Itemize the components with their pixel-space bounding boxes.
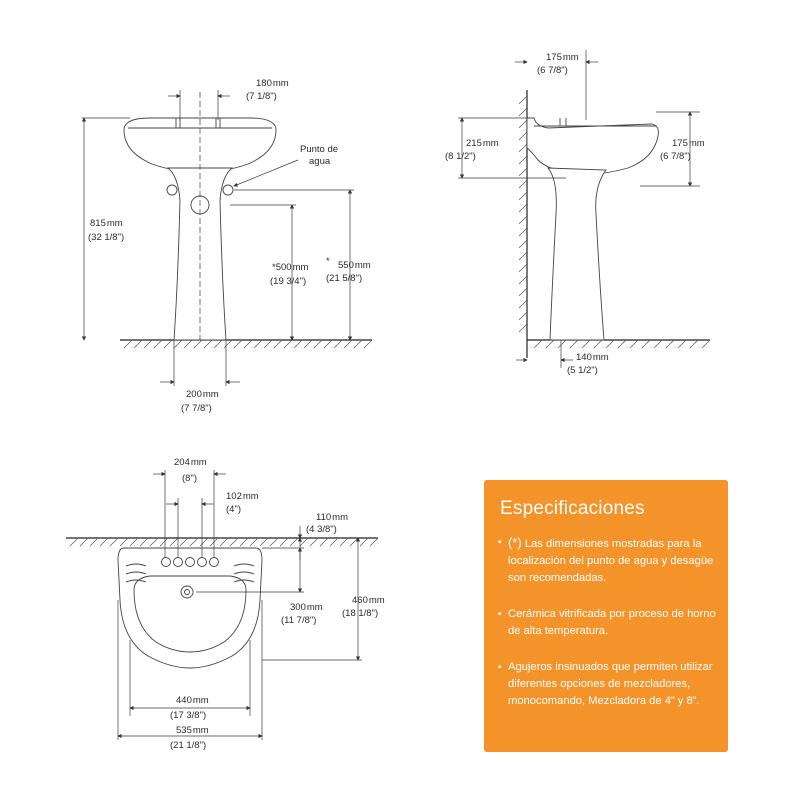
side-faucet bbox=[560, 118, 566, 126]
dim-140-inch: (5 1/2") bbox=[567, 365, 598, 376]
dim-110-inch: (4 3/8") bbox=[306, 524, 337, 535]
bullet-icon: ▪ bbox=[498, 662, 502, 673]
faucet-hole-3 bbox=[186, 558, 195, 567]
dim-440-inch: (17 3/8") bbox=[170, 710, 207, 721]
water-point-label-line2: agua bbox=[309, 156, 331, 167]
dim-550-inch: (21 5/8") bbox=[326, 273, 363, 284]
dim-535-inch: (21 1/8") bbox=[170, 740, 207, 751]
dim-180-inch: (7 1/8") bbox=[246, 91, 277, 102]
dim-460-inch: (18 1/8") bbox=[342, 608, 379, 619]
faucet-hole-2 bbox=[174, 558, 183, 567]
dim-side-175-inch: (6 7/8") bbox=[537, 65, 568, 76]
front-basin bbox=[124, 118, 276, 172]
dim-440-mm: 440mm bbox=[176, 695, 209, 706]
spec-item-holes-text: Agujeros insinuados que permiten utilizar diferentes opciones de mezcladores, monocomando, Mezcladora de 4” y 8”. bbox=[508, 661, 713, 707]
dim-215-mm: 215mm bbox=[466, 138, 499, 149]
dim-102-mm: 102mm bbox=[226, 491, 259, 502]
water-point-label-line1: Punto de bbox=[300, 144, 339, 155]
spec-item-holes bbox=[498, 659, 716, 710]
dim-side-right-inch: (6 7/8") bbox=[660, 151, 691, 162]
dim-300-mm: 300mm bbox=[290, 602, 323, 613]
dim-200-mm: 200mm bbox=[186, 389, 219, 400]
side-wall-hatch bbox=[519, 96, 527, 332]
top-view bbox=[66, 457, 385, 751]
spec-item-ceramic bbox=[498, 606, 716, 640]
faucet-hole-5 bbox=[210, 558, 219, 567]
dim-460-mm: 460mm bbox=[352, 595, 385, 606]
faucet-hole-1 bbox=[162, 558, 171, 567]
bullet-icon: ▪ bbox=[498, 609, 502, 620]
side-floor-hatch bbox=[534, 340, 710, 348]
dim-180-mm: 180mm bbox=[256, 78, 289, 89]
front-floor-hatch bbox=[124, 340, 372, 348]
side-pedestal bbox=[548, 168, 606, 340]
faucet-hole-4 bbox=[198, 558, 207, 567]
water-point-left bbox=[167, 185, 177, 195]
dim-500-mm: *500mm bbox=[272, 262, 309, 273]
spec-item-dimensions bbox=[498, 534, 716, 587]
side-view bbox=[445, 50, 710, 376]
top-wall-hatch bbox=[70, 538, 378, 546]
spec-item-dimensions-text: Las dimensiones mostradas para la localización del punto de agua y desagüe son recomendadas. bbox=[508, 538, 714, 584]
specifications-title: Especificaciones bbox=[500, 498, 645, 519]
front-view bbox=[82, 78, 372, 414]
dim-102-inch: (4") bbox=[226, 504, 241, 515]
dim-204-inch: (8") bbox=[182, 473, 197, 484]
dim-500-inch: (19 3/4") bbox=[270, 276, 307, 287]
dim-110-mm: 110mm bbox=[316, 512, 348, 523]
dim-535-mm: 535mm bbox=[176, 725, 209, 736]
dim-815-inch: (32 1/8") bbox=[88, 232, 125, 243]
specifications-panel bbox=[484, 480, 728, 752]
dim-215-inch: (8 1/2") bbox=[445, 151, 476, 162]
spec-item-ceramic-text: Cerámica vitrificada por proceso de horno de alta temperatura. bbox=[508, 608, 716, 637]
spec-item-star: (*) bbox=[508, 535, 522, 550]
dim-200-inch: (7 7/8") bbox=[181, 403, 212, 414]
side-basin bbox=[527, 118, 658, 174]
dim-550-star: * bbox=[326, 256, 330, 267]
bullet-icon: ▪ bbox=[498, 537, 502, 548]
dim-550-mm: 550mm bbox=[338, 260, 371, 271]
dim-204-mm: 204mm bbox=[174, 457, 207, 468]
dim-300-inch: (11 7/8") bbox=[281, 615, 317, 626]
dim-815-mm: 815mm bbox=[90, 218, 123, 229]
water-point-right bbox=[223, 185, 233, 195]
dim-140-mm: 140mm bbox=[576, 352, 609, 363]
top-drain-inner bbox=[185, 590, 190, 595]
dim-side-right-mm: 175mm bbox=[672, 138, 705, 149]
dim-side-175-mm: 175mm bbox=[546, 52, 579, 63]
